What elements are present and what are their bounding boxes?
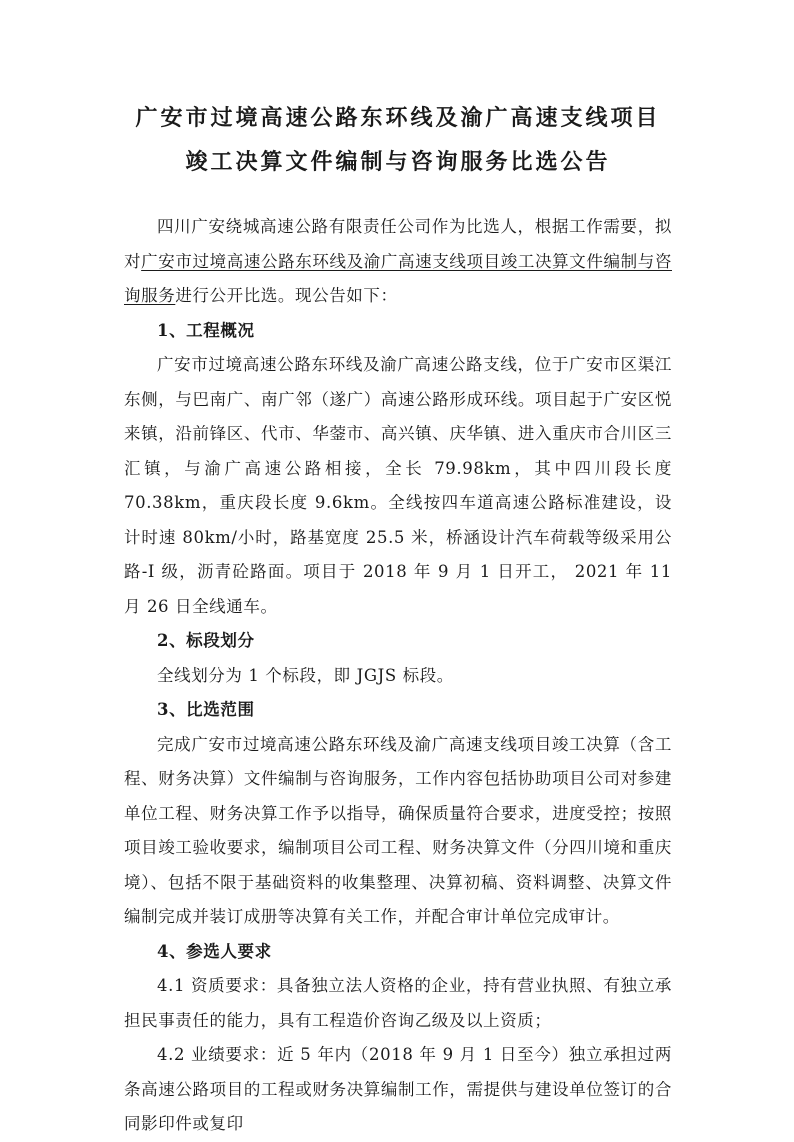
intro-pre: 四川广安绕城高速公路有限责任公司作为比选人，根据工作需要，拟对: [124, 217, 672, 271]
section-4-item-2: 4.2 业绩要求：近 5 年内（2018 年 9 月 1 日至今）独立承担过两条高速公路项目的工程或财务决算编制工作，需提供与建设单位签订的合同影印件或复印: [124, 1045, 672, 1133]
title-line-2: 竣工决算文件编制与咨询服务比选公告: [185, 149, 611, 175]
section-1-body: 广安市过境高速公路东环线及渝广高速公路支线，位于广安市区渠江东侧，与巴南广、南广邻（遂广）高速公路形成环线。项目起于广安区悦来镇，沿前锋区、代市、华蓥市、高兴镇、庆华镇、进入重庆市合川区三汇镇，与渝广高速公路相接，全长 79.98km，其中四川段长度 70.38km，重庆段长度 9.6km。全线按四车道高速公路标准建设，设计时速 80km/小时，路基宽度 25.5 米，桥涵设计汽车荷载等级采用公路-I 级，沥青砼路面。项目于 2018 年 9 月 1 日开工， 2021 年 11 月 26 日全线通车。: [124, 355, 672, 616]
section-3-heading: 3、比选范围: [157, 700, 255, 719]
section-4-heading: 4、参选人要求: [157, 941, 272, 961]
section-2-body: 全线划分为 1 个标段，即 JGJS 标段。: [157, 665, 454, 685]
title-line-1: 广安市过境高速公路东环线及渝广高速支线项目: [135, 105, 661, 131]
section-1-heading: 1、工程概况: [157, 320, 255, 340]
section-3-body: 完成广安市过境高速公路东环线及渝广高速支线项目竣工决算（含工程、财务决算）文件编制与咨询服务，工作内容包括协助项目公司对参建单位工程、财务决算工作予以指导，确保质量符合要求，进度受控；按照项目竣工验收要求，编制项目公司工程、财务决算文件（分四川境和重庆境）、包括不限于基础资料的收集整理、决算初稿、资料调整、决算文件编制完成并装订成册等决算有关工作，并配合审计单位完成审计。: [124, 734, 672, 926]
intro-post: 进行公开比选。现公告如下：: [175, 286, 398, 305]
intro-paragraph: [124, 210, 672, 314]
section-4-item-1: 4.1 资质要求：具备独立法人资格的企业，持有营业执照、有独立承担民事责任的能力，具有工程造价咨询乙级及以上资质；: [124, 976, 672, 1030]
project-name-underlined: 广安市过境高速公路东环线及渝广高速支线项目竣工决算文件编制与咨询服务: [124, 251, 672, 305]
section-2-heading: 2、标段划分: [157, 631, 255, 650]
